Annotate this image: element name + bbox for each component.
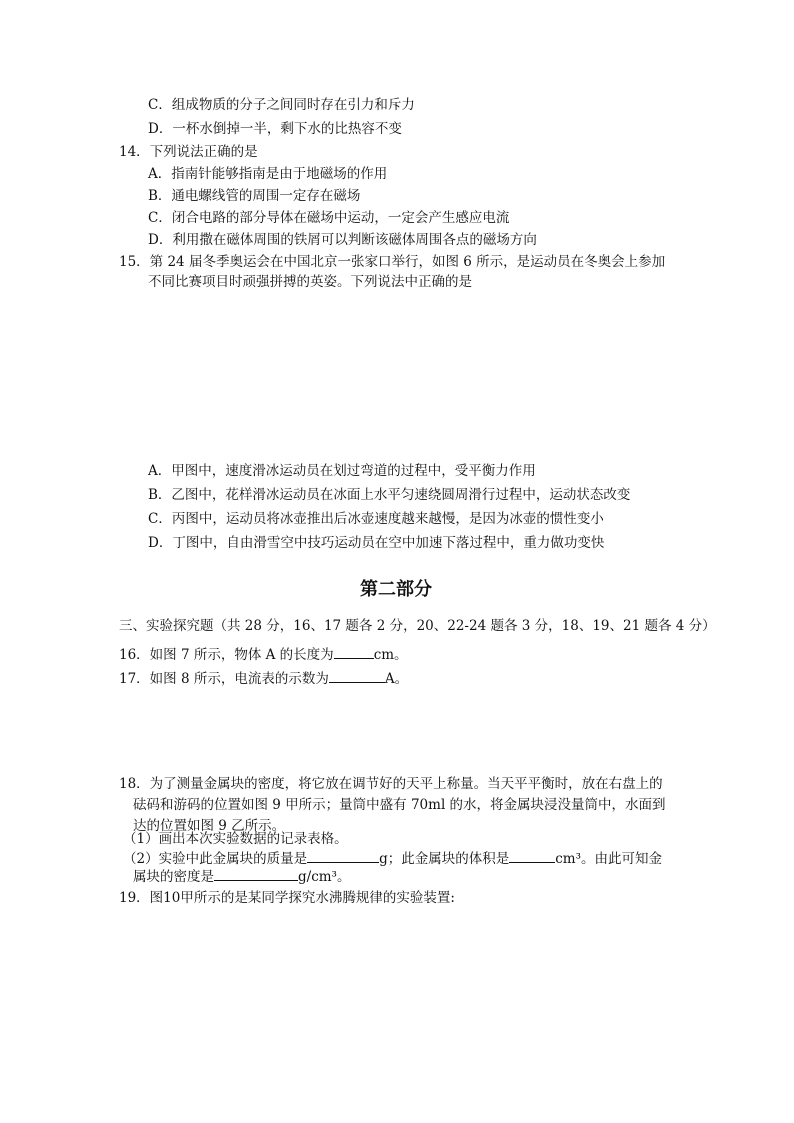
q15-stem-line1: 15．第 24 届冬季奥运会在中国北京一张家口举行，如图 6 所示，是运动员在冬奥会上参加 bbox=[119, 254, 666, 270]
q18-line2: 砝码和游码的位置如图 9 甲所示；量筒中盛有 70ml 的水，将金属块浸没量筒中，水面到 bbox=[133, 797, 666, 813]
q18-density-line bbox=[133, 867, 350, 886]
q17-line bbox=[119, 669, 408, 688]
part-two-title: 第二部分 bbox=[360, 579, 432, 600]
q16-answer-blank[interactable] bbox=[334, 645, 374, 659]
q18-mass-blank[interactable] bbox=[307, 849, 379, 863]
q15-option-b: B．乙图中，花样滑冰运动员在冰面上水平匀速绕圆周滑行过程中，运动状态改变 bbox=[148, 487, 631, 503]
q15-option-d: D．丁图中，自由滑雪空中技巧运动员在空中加速下落过程中，重力做功变快 bbox=[148, 535, 605, 551]
q15-stem-line2: 不同比赛项目时顽强拼搏的英姿。下列说法中正确的是 bbox=[148, 274, 472, 290]
q14-option-b: B．通电螺线管的周围一定存在磁场 bbox=[148, 188, 361, 204]
q15-option-c: C．丙图中，运动员将冰壶推出后冰壶速度越来越慢，是因为冰壶的惯性变小 bbox=[148, 511, 604, 527]
q13-option-d: D．一杯水倒掉一半，剩下水的比热容不变 bbox=[148, 121, 402, 137]
q18-sub2-volume-text: g；此金属块的体积是 bbox=[379, 851, 510, 867]
q14-option-a: A．指南针能够指南是由于地磁场的作用 bbox=[148, 166, 388, 182]
q18-line1: 18．为了测量金属块的密度，将它放在调节好的天平上称量。当天平平衡时，放在右盘上的 bbox=[119, 776, 663, 792]
q16-text: 16．如图 7 所示，物体 A 的长度为 bbox=[119, 647, 334, 663]
q18-line3: 达的位置如图 9 乙所示。 bbox=[133, 818, 286, 834]
q18-sub2-line bbox=[123, 849, 662, 868]
q18-density-unit: g/cm³。 bbox=[298, 869, 351, 885]
q17-unit: A。 bbox=[384, 671, 409, 687]
q18-volume-blank[interactable] bbox=[509, 849, 555, 863]
q14-option-c: C．闭合电路的部分导体在磁场中运动，一定会产生感应电流 bbox=[148, 210, 510, 226]
section-three-heading: 三、实验探究题（共 28 分，16、17 题各 2 分，20、22-24 题各 3 分，18、19、21 题各 4 分） bbox=[119, 618, 716, 634]
q15-option-a: A．甲图中，速度滑冰运动员在划过弯道的过程中，受平衡力作用 bbox=[148, 463, 536, 479]
q17-text: 17．如图 8 所示，电流表的示数为 bbox=[119, 671, 329, 687]
q19-text: 19．图10甲所示的是某同学探究水沸腾规律的实验装置: bbox=[119, 890, 455, 906]
q18-density-blank[interactable] bbox=[214, 867, 298, 881]
q18-density-text: 属块的密度是 bbox=[133, 869, 214, 885]
q14-stem: 14．下列说法正确的是 bbox=[119, 144, 258, 160]
q16-unit: cm。 bbox=[373, 647, 408, 663]
q18-sub1: （1）画出本次实验数据的记录表格。 bbox=[123, 831, 348, 847]
q14-option-d: D．利用撒在磁体周围的铁屑可以判断该磁体周围各点的磁场方向 bbox=[148, 232, 537, 248]
q16-line bbox=[119, 645, 408, 664]
q13-option-c: C．组成物质的分子之间同时存在引力和斥力 bbox=[148, 97, 415, 113]
q18-sub2-mass-text: （2）实验中此金属块的质量是 bbox=[123, 851, 308, 867]
q17-answer-blank[interactable] bbox=[329, 669, 385, 683]
q18-sub2-tail: cm³。由此可知金 bbox=[555, 851, 663, 867]
